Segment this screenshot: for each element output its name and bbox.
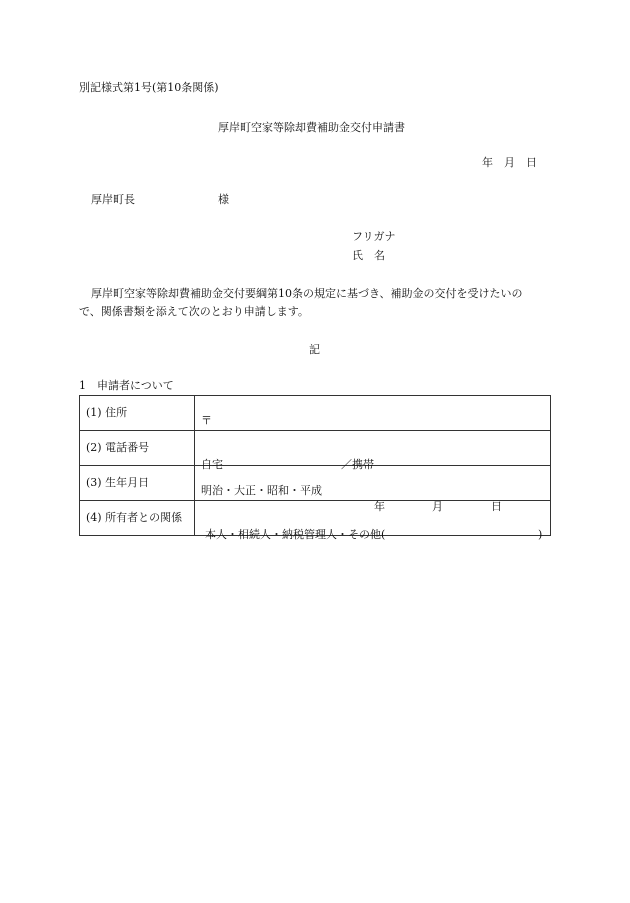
mobile-phone-label: ／携帯 — [341, 458, 374, 471]
body-text-line-2: で、関係書類を添えて次のとおり申請します。 — [79, 305, 309, 318]
month-label: 月 — [432, 500, 443, 513]
table-row-relationship — [80, 501, 551, 536]
section-1-heading: 1 申請者について — [79, 379, 174, 392]
name-label: 氏 名 — [352, 249, 385, 262]
birthdate-label: (3) 生年月日 — [80, 466, 195, 501]
addressee-honorific: 様 — [218, 193, 229, 206]
year-label: 年 — [374, 500, 385, 513]
applicant-table — [79, 395, 551, 541]
relationship-options: 本人・相続人・納税管理人・その他( — [205, 528, 386, 541]
body-text-line-1: 厚岸町空家等除却費補助金交付要綱第10条の規定に基づき、補助金の交付を受けたいの — [91, 287, 523, 300]
table-row-address — [80, 396, 551, 431]
phone-field[interactable] — [195, 431, 551, 471]
date-line: 年 月 日 — [482, 156, 537, 169]
table-row-birthdate — [80, 466, 551, 501]
address-field[interactable] — [195, 396, 551, 431]
ki-heading: 記 — [309, 343, 320, 356]
home-phone-label: 自宅 — [201, 458, 223, 471]
addressee-name: 厚岸町長 — [91, 193, 135, 206]
phone-label: (2) 電話番号 — [80, 431, 195, 466]
postal-mark: 〒 — [201, 414, 212, 427]
furigana-label: フリガナ — [352, 230, 396, 243]
relationship-label: (4) 所有者との関係 — [80, 501, 195, 536]
form-title: 厚岸町空家等除却費補助金交付申請書 — [218, 121, 405, 134]
table-row-phone — [80, 431, 551, 466]
form-id: 別記様式第1号(第10条関係) — [79, 81, 219, 94]
day-label: 日 — [491, 500, 502, 513]
close-paren: ) — [538, 528, 543, 541]
era-options: 明治・大正・昭和・平成 — [201, 484, 322, 497]
address-label: (1) 住所 — [80, 396, 195, 431]
